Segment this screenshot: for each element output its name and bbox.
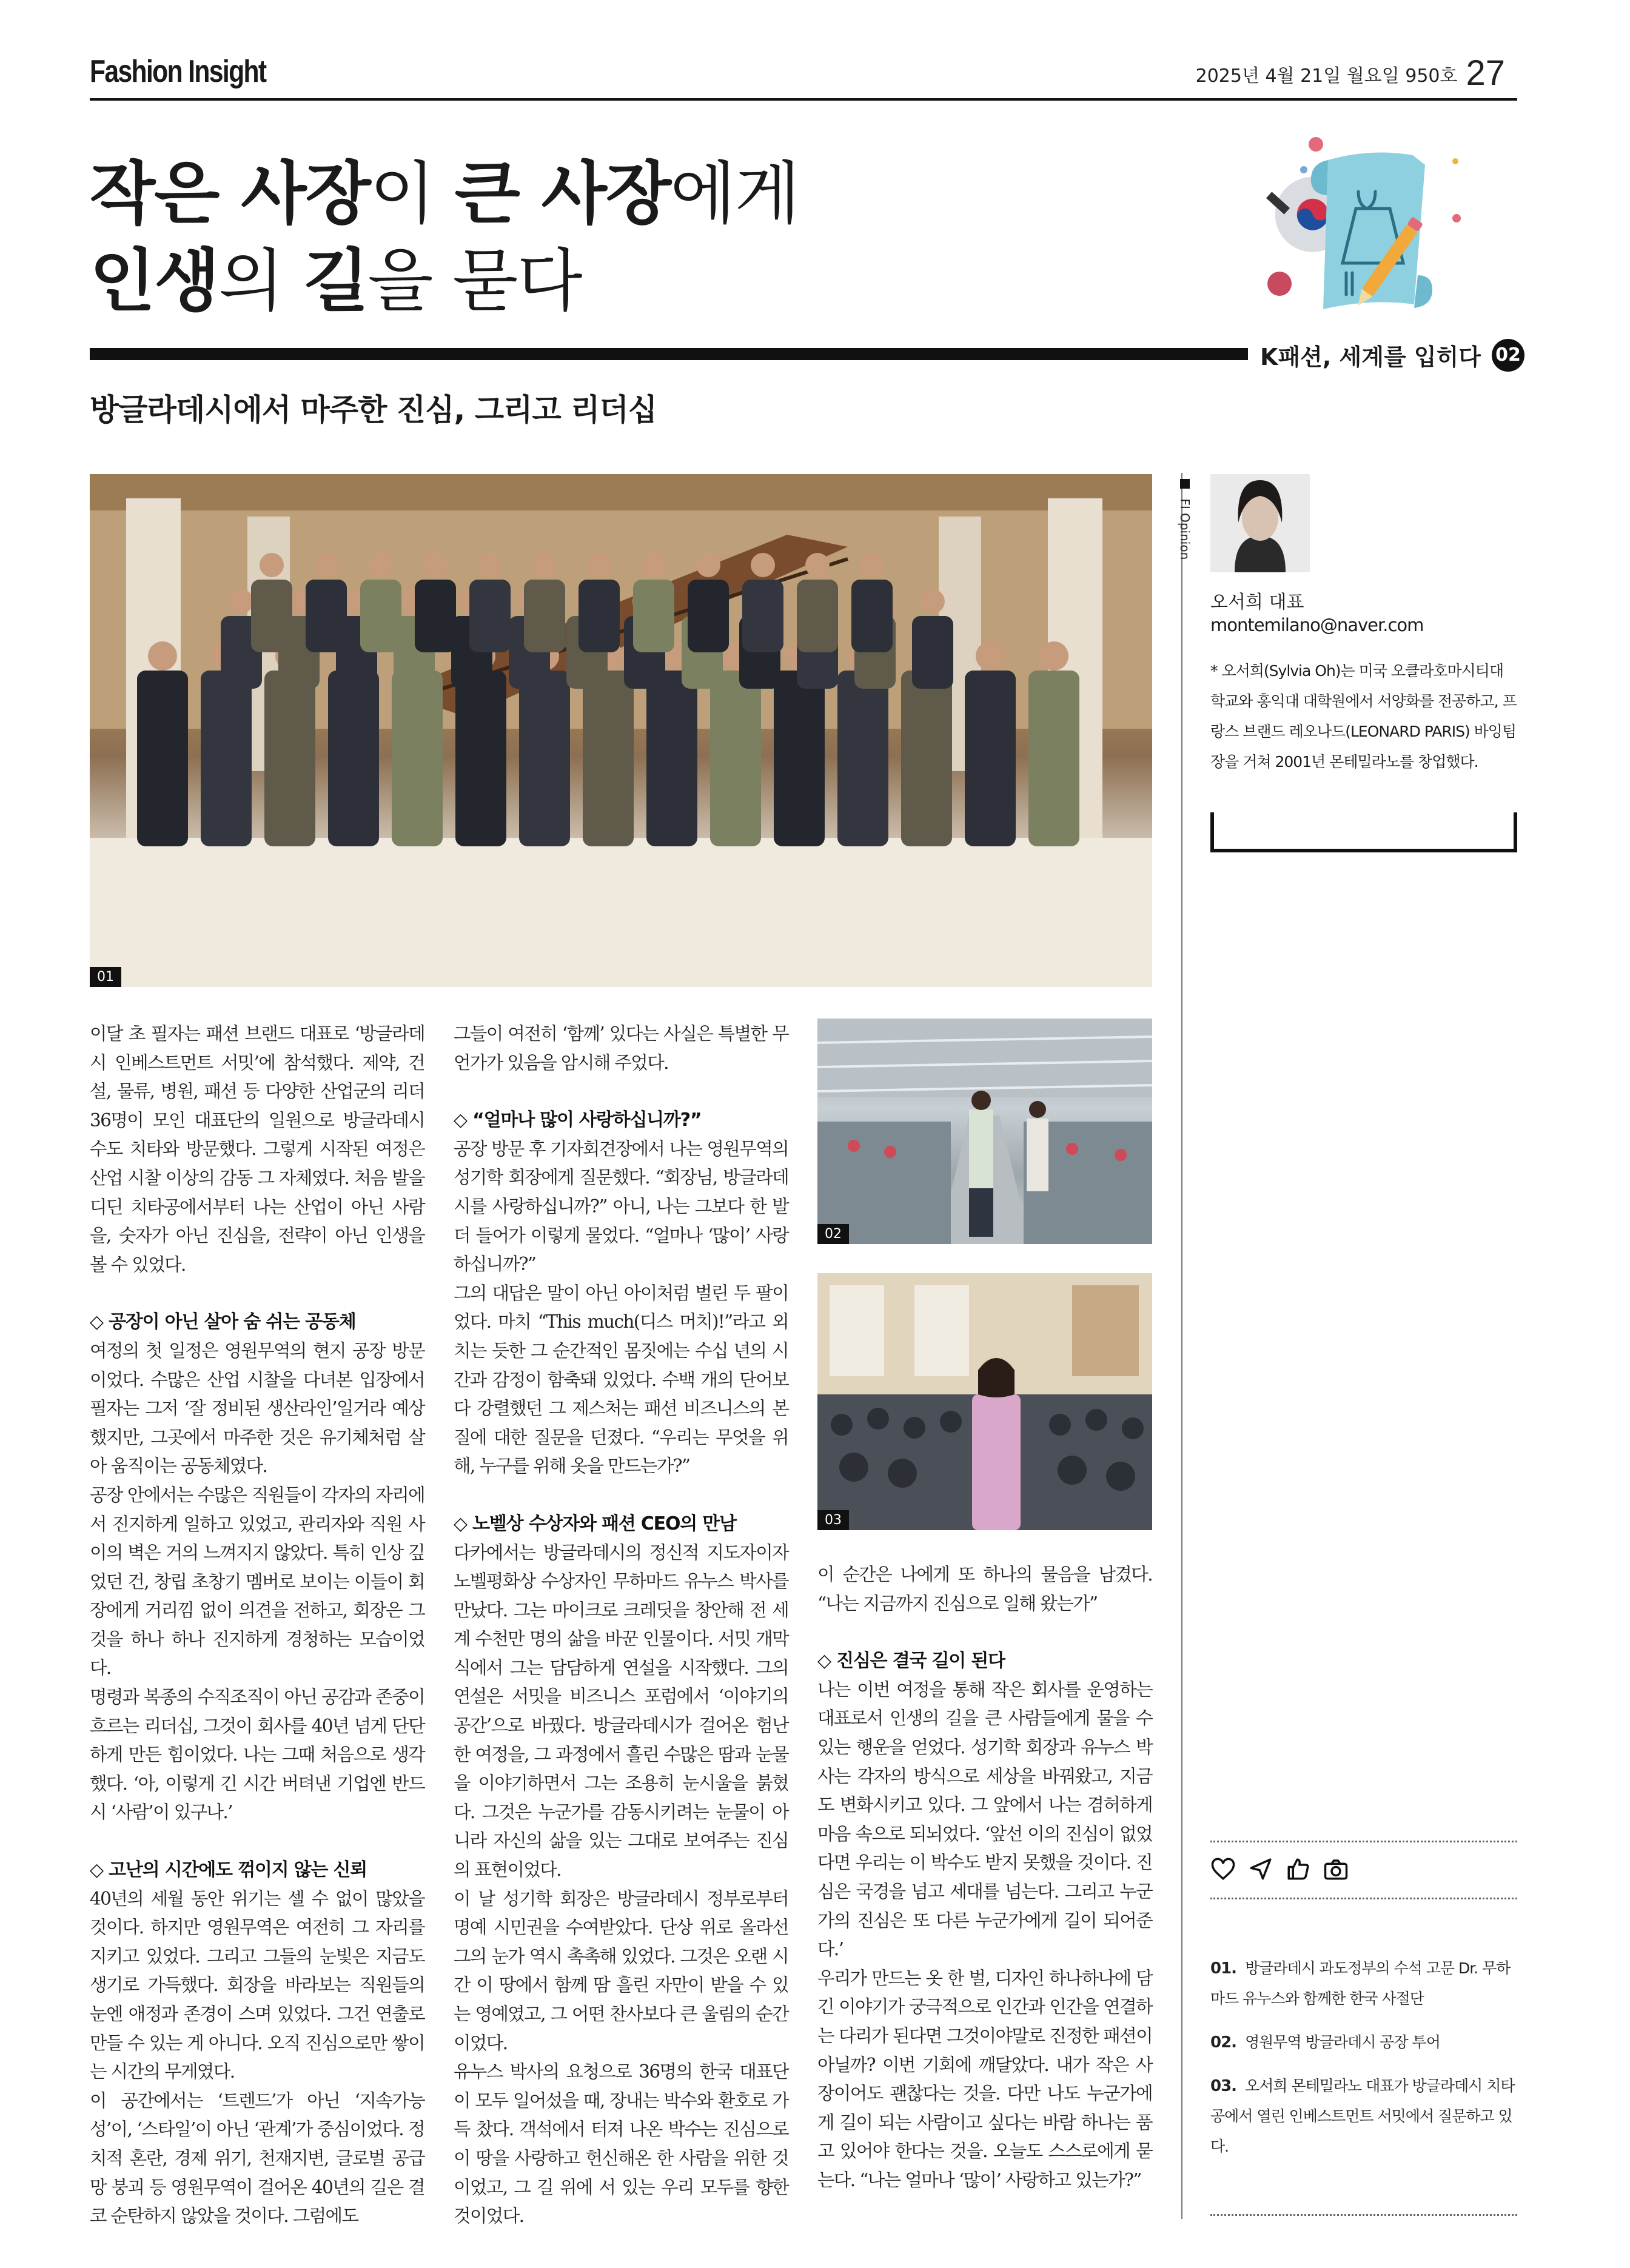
person-body	[965, 671, 1016, 846]
person-body	[912, 616, 953, 689]
person-body	[901, 671, 952, 846]
group-photo	[90, 474, 1152, 987]
caption-number: 01.	[1210, 1959, 1237, 1978]
section-heading: ◇ “얼마나 많이 사랑하십니까?”	[454, 1109, 702, 1131]
person-body	[710, 671, 761, 846]
photo-number-tag: 02	[817, 1224, 849, 1244]
author-name: 오서희 대표	[1210, 592, 1304, 613]
headline-segment: 작은 사장	[90, 155, 370, 233]
bio-bracket-decoration	[1210, 812, 1517, 852]
thumbs-up-icon[interactable]	[1286, 1856, 1311, 1882]
headline-line-2	[90, 243, 582, 321]
person-head	[369, 553, 393, 577]
article-paragraph: 이 순간은 나에게 또 하나의 물음을 남겼다. “나는 지금까지 진심으로 일해 왔는가”	[817, 1564, 1152, 1614]
photo-number-tag: 01	[90, 967, 121, 987]
person-head	[696, 553, 720, 577]
person-head	[478, 553, 502, 577]
person-body	[455, 671, 506, 846]
photo-captions	[1210, 1953, 1517, 2175]
person-body	[837, 671, 888, 846]
caption-text: 영원무역 방글라데시 공장 투어	[1245, 2033, 1440, 2051]
factory-tour-image	[817, 1019, 1152, 1244]
group-photo-image	[90, 474, 1152, 987]
article-paragraph: 이 공간에서는 ‘트렌드’가 아닌 ‘지속가능성’이, ‘스타일’이 아닌 ‘관계’가 중심이었다. 정치적 혼란, 경제 위기, 천재지변, 글로벌 공급망 붕괴 등 영원무역이 걸어온 40년의 길은 결코 순탄하지 않았을 것이다. 그럼에도	[90, 2090, 424, 2227]
headline-segment: 을 묻다	[367, 242, 582, 321]
dotted-divider	[1210, 1841, 1517, 1842]
article-paragraph: 여정의 첫 일정은 영원무역의 현지 공장 방문이었다. 수많은 산업 시찰을 다녀본 입장에서 필자는 그저 ‘잘 정비된 생산라인’일거라 예상했지만, 그곳에서 마주한 것은 유기체처럼 살아 움직이는 공동체였다.	[90, 1340, 424, 1477]
article-paragraph: 우리가 만드는 옷 한 벌, 디자인 하나하나에 담긴 이야기가 궁극적으로 인간과 인간을 연결하는 다리가 된다면 그것이야말로 진정한 패션이 아닐까? 이번 기회에 깨달았다. 내가 작은 사장이어도 괜찮다는 것을. 다만 나도 누군가에게 길이 되는 사람이고 싶다는 바람 하나는 품고 있어야 한다는 것을. 오늘도 스스로에게 묻는다. “나는 얼마나 ‘많이’ 사랑하고 있는가?”	[817, 1967, 1152, 2190]
person-head	[532, 553, 557, 577]
article-subtitle: 방글라데시에서 마주한 진심, 그리고 리더십	[90, 392, 657, 427]
section-heading: ◇ 고난의 시간에도 꺾이지 않는 신뢰	[90, 1859, 367, 1881]
headline-segment: 의	[218, 242, 304, 321]
person-body	[797, 580, 838, 652]
page-number: 27	[1466, 53, 1505, 93]
person-head	[921, 589, 945, 614]
article-paragraph: 그들이 여전히 ‘함께’ 있다는 사실은 특별한 무언가가 있음을 암시해 주었다.	[454, 1023, 788, 1073]
article-paragraph: 유누스 박사의 요청으로 36명의 한국 대표단이 모두 일어섰을 때, 장내는 박수와 환호로 가득 찼다. 객석에서 터져 나온 박수는 진심으로 이 땅을 사랑하고 헌신해온 한 사람을 위한 것이었고, 그 길 위에 서 있는 우리 모두를 향한 것이었다.	[454, 2061, 788, 2227]
summit-question-image	[817, 1273, 1152, 1530]
section-rail-label	[1172, 479, 1192, 560]
dotted-divider	[1210, 1898, 1517, 1899]
photo-caption	[1210, 1953, 1517, 2014]
series-title: K패션, 세계를 입히다	[1260, 344, 1481, 370]
send-icon[interactable]	[1248, 1856, 1273, 1882]
title-rule	[90, 348, 1248, 360]
person-body	[306, 580, 347, 652]
section-heading: ◇ 노벨상 수상자와 패션 CEO의 만남	[454, 1513, 736, 1534]
person-body	[1028, 671, 1079, 846]
person-body	[583, 671, 634, 846]
masthead-logo: Fashion Insight	[90, 54, 266, 89]
person-head	[751, 553, 775, 577]
person-body	[646, 671, 697, 846]
person-head	[976, 641, 1005, 671]
person-body	[328, 671, 379, 846]
person-head	[423, 553, 448, 577]
fashion-sketch-illustration	[1255, 133, 1486, 321]
article-column-1	[90, 1020, 424, 2231]
person-body	[524, 580, 565, 652]
section-heading: ◇ 공장이 아닌 살아 숨 쉬는 공동체	[90, 1311, 356, 1333]
headline-segment: 큰 사장	[454, 155, 671, 233]
person-head	[587, 553, 611, 577]
series-number-badge: 02	[1492, 339, 1524, 372]
person-body	[264, 671, 315, 846]
person-head	[148, 641, 177, 671]
person-head	[314, 553, 338, 577]
author-bio: * 오서희(Sylvia Oh)는 미국 오클라호마시티대학교와 홍익대 대학원에서 서양화를 전공하고, 프랑스 브랜드 레오나드(LEONARD PARIS) 바잉팀장을 거쳐 2001년 몬테밀라노를 창업했다.	[1210, 662, 1517, 771]
person-body	[137, 671, 188, 846]
camera-icon[interactable]	[1323, 1856, 1349, 1882]
person-body	[201, 671, 252, 846]
headline-line-1	[90, 155, 799, 233]
person-body	[774, 671, 825, 846]
heart-icon[interactable]	[1210, 1856, 1236, 1882]
author-photo	[1210, 474, 1310, 572]
person-body	[392, 671, 443, 846]
article-paragraph: 이 날 성기학 회장은 방글라데시 정부로부터 명예 시민권을 수여받았다. 단상 위로 올라선 그의 눈가 역시 촉촉해 있었다. 그것은 오랜 시간 이 땅에서 함께 땀 흘린 자만이 받을 수 있는 영예였고, 그 어떤 찬사보다 큰 울림의 순간이었다.	[454, 1888, 788, 2053]
sidebar-divider	[1181, 473, 1182, 2219]
person-body	[633, 580, 674, 652]
caption-text: 오서희 몬테밀라노 대표가 방글라데시 치타공에서 열린 인베스트먼트 서밋에서 질문하고 있다.	[1210, 2077, 1515, 2155]
article-paragraph: 그의 대답은 말이 아닌 아이처럼 벌린 두 팔이었다. 마치 “This much(디스 머치)!”라고 외치는 듯한 그 순간적인 몸짓에는 수십 년의 시간과 감정이 함축돼 있었다. 수백 개의 단어보다 강렬했던 그 제스처는 패션 비즈니스의 본질에 대한 질문을 던졌다. “우리는 무엇을 위해, 누구를 위해 옷을 만드는가?”	[454, 1282, 788, 1477]
author-portrait	[1210, 474, 1310, 572]
person-head	[1039, 641, 1068, 671]
person-body	[251, 580, 292, 652]
article-paragraph: 40년의 세월 동안 위기는 셀 수 없이 많았을 것이다. 하지만 영원무역은 여전히 그 자리를 지키고 있었다. 그리고 그들의 눈빛은 지금도 생기로 가득했다. 회장을 바라보는 직원들의 눈엔 애정과 존경이 스며 있었다. 그건 연출로 만들 수 있는 게 아니다. 오직 진심으로만 쌓이는 시간의 무게였다.	[90, 1888, 424, 2082]
factory-tour-photo	[817, 1019, 1152, 1244]
person-body	[851, 580, 893, 652]
article-paragraph: 이달 초 필자는 패션 브랜드 대표로 ‘방글라데시 인베스트먼트 서밋’에 참석했다. 제약, 건설, 물류, 병원, 패션 등 다양한 산업군의 리더 36명이 모인 대표단의 일원으로 방글라데시 수도 치타와 방문했다. 그렇게 시작된 여정은 산업 시찰 이상의 감동 그 자체였다. 처음 발을 디딘 치타공에서부터 나는 산업이 아닌 사람을, 숫자가 아닌 진심을, 전략이 아닌 인생을 볼 수 있었다.	[90, 1023, 424, 1275]
summit-question-photo	[817, 1273, 1152, 1530]
person-body	[415, 580, 456, 652]
rail-square-icon	[1180, 479, 1190, 489]
photo-caption	[1210, 2027, 1517, 2058]
rail-label-text: FI Opinion	[1178, 498, 1192, 560]
issue-date: 2025년 4월 21일 월요일 950호	[1195, 65, 1458, 87]
photo-caption	[1210, 2071, 1517, 2162]
person-head	[260, 553, 284, 577]
article-paragraph: 다카에서는 방글라데시의 정신적 지도자이자 노벨평화상 수상자인 무하마드 유누스 박사를 만났다. 그는 마이크로 크레딧을 창안해 전 세계 수천만 명의 삶을 바꾼 인물이다. 서밋 개막식에서 그는 담담하게 연설을 시작했다. 그의 연설은 서밋을 비즈니스 포럼에서 ‘이야기의 공간’으로 바꿨다. 방글라데시가 걸어온 험난한 여정을, 그 과정에서 흘린 수많은 땀과 눈물을 이야기하면서 그는 조용히 눈시울을 붉혔다. 그것은 누군가를 감동시키려는 눈물이 아니라 자신의 삶을 있는 그대로 보여주는 진심의 표현이었다.	[454, 1542, 788, 1881]
headline-segment: 에게	[670, 155, 799, 233]
issue-info	[1195, 53, 1505, 93]
article-paragraph: 공장 안에서는 수많은 직원들이 각자의 자리에서 진지하게 일하고 있었고, 관리자와 직원 사이의 벽은 거의 느껴지지 않았다. 특히 인상 깊었던 건, 창립 초창기 멤버로 보이는 이들이 회장에게 거리낌 없이 의견을 전하고, 회장은 그것을 하나 하나 진지하게 경청하는 모습이었다.	[90, 1484, 424, 1679]
photo-number-tag: 03	[817, 1510, 849, 1530]
article-column-2	[454, 1020, 788, 2231]
author-email-link[interactable]: montemilano@naver.com	[1210, 615, 1424, 635]
headline-segment: 이	[369, 155, 455, 233]
person-head	[229, 589, 253, 614]
headline-segment: 길	[303, 242, 368, 321]
person-body	[579, 580, 620, 652]
caption-text: 방글라데시 과도정부의 수석 고문 Dr. 무하마드 유누스와 함께한 한국 사절단	[1210, 1959, 1511, 2007]
headline-segment: 인생	[90, 242, 219, 321]
article-paragraph: 나는 이번 여정을 통해 작은 회사를 운영하는 대표로서 인생의 길을 큰 사람들에게 물을 수 있는 행운을 얻었다. 성기학 회장과 유누스 박사는 각자의 방식으로 세상을 바꿔왔고, 지금도 변화시키고 있다. 그 앞에서 나는 겸허하게 마음 속으로 되뇌었다. ‘앞선 이의 진심이 없었다면 우리는 이 박수도 받지 못했을 것이다. 진심은 국경을 넘고 세대를 넘는다. 그리고 누군가의 진심은 또 다른 누군가에게 길이 되어준다.’	[817, 1679, 1152, 1960]
article-column-3	[817, 1561, 1152, 2195]
section-heading: ◇ 진심은 결국 길이 된다	[817, 1650, 1005, 1672]
dotted-divider	[1210, 2214, 1517, 2216]
header-rule	[90, 98, 1517, 101]
article-paragraph: 공장 방문 후 기자회견장에서 나는 영원무역의 성기학 회장에게 질문했다. “회장님, 방글라데시를 사랑하십니까?” 아니, 나는 그보다 한 발 더 들어가 이렇게 물었다. “얼마나 ‘많이’ 사랑하십니까?”	[454, 1138, 788, 1275]
person-head	[860, 553, 884, 577]
person-body	[519, 671, 570, 846]
caption-number: 02.	[1210, 2033, 1237, 2052]
person-head	[805, 553, 830, 577]
caption-number: 03.	[1210, 2077, 1237, 2095]
series-label	[1260, 338, 1524, 372]
article-paragraph: 명령과 복종의 수직조직이 아닌 공감과 존중이 흐르는 리더십, 그것이 회사를 40년 넘게 단단하게 만든 힘이었다. 나는 그때 처음으로 생각했다. ‘아, 이렇게 긴 시간 버텨낸 기업엔 반드시 ‘사람’이 있구나.’	[90, 1687, 424, 1823]
person-body	[469, 580, 511, 652]
person-body	[360, 580, 401, 652]
action-icons	[1210, 1856, 1349, 1882]
person-body	[742, 580, 783, 652]
person-body	[688, 580, 729, 652]
person-head	[642, 553, 666, 577]
